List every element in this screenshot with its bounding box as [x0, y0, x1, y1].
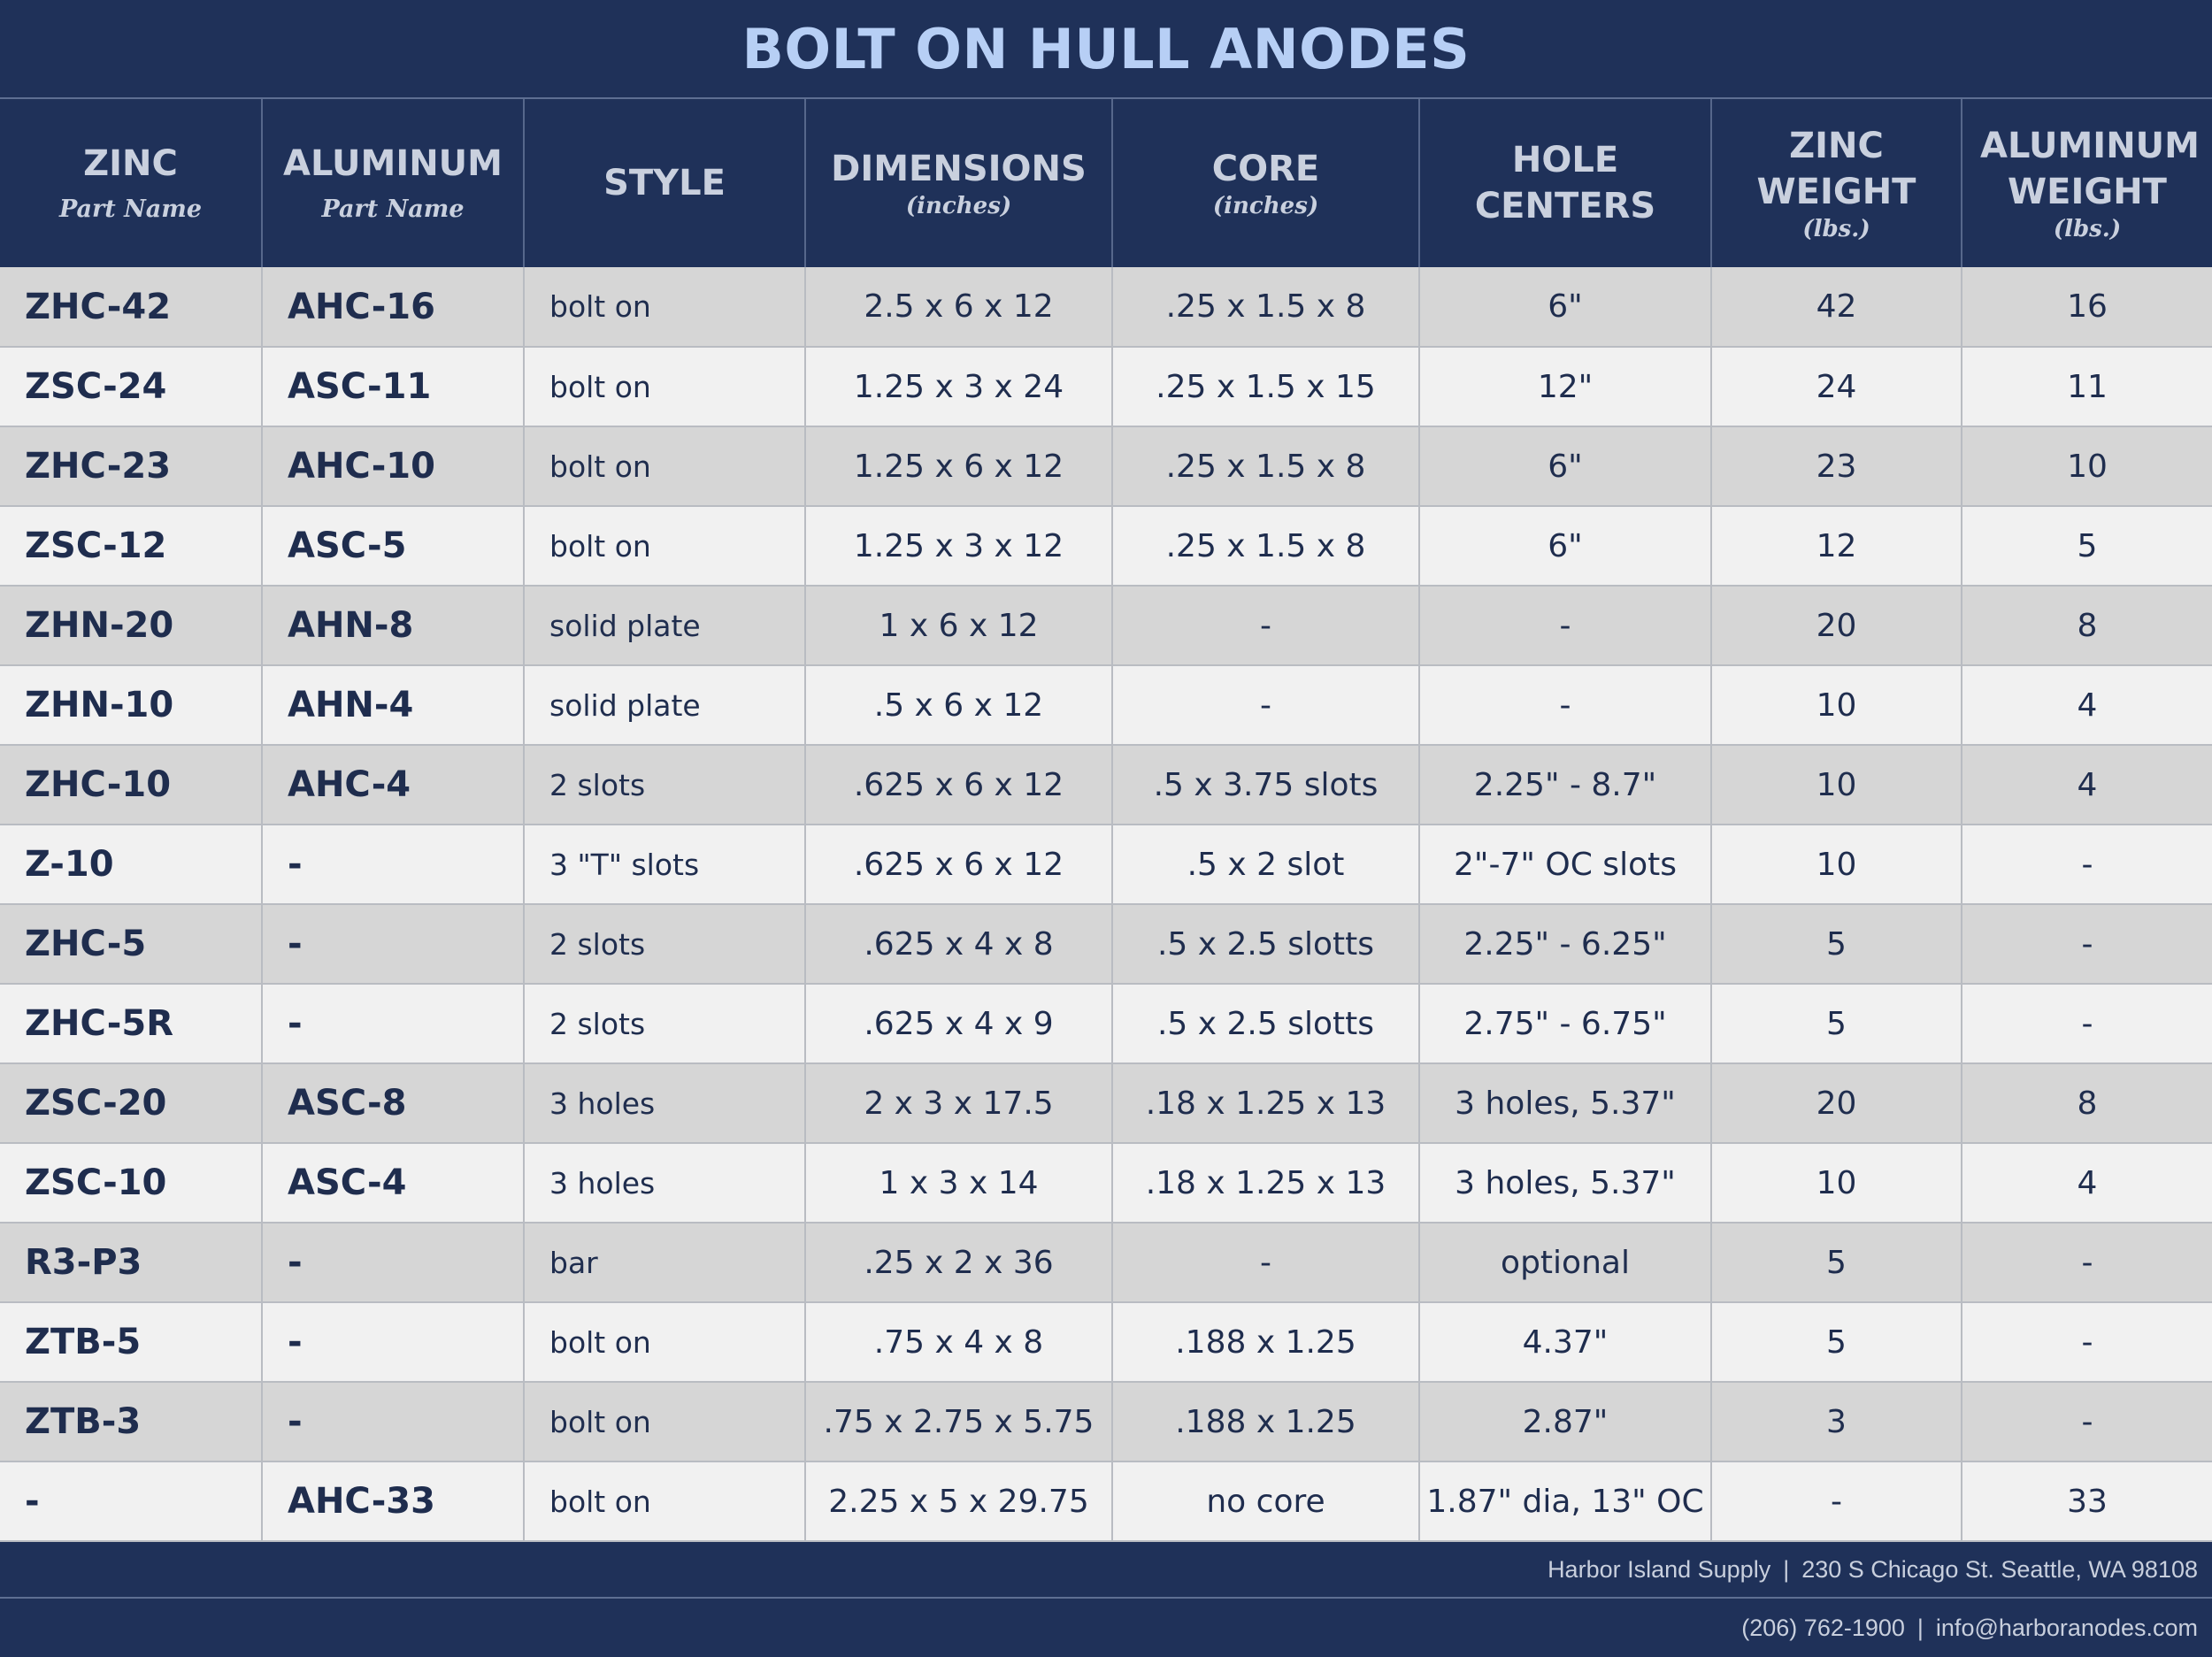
cell-aluminum-weight: 4: [1962, 665, 2212, 745]
cell-aluminum-weight: 4: [1962, 745, 2212, 825]
footer-email[interactable]: info@harboranodes.com: [1935, 1614, 2198, 1641]
cell-zinc-weight: 42: [1711, 267, 1962, 347]
col-header-hole-centers: [1419, 99, 1711, 267]
cell-aluminum-part: ASC-4: [262, 1143, 524, 1223]
cell-zinc-part: ZHC-42: [0, 267, 262, 347]
cell-core: .25 x 1.5 x 8: [1112, 506, 1419, 586]
cell-style: bolt on: [524, 267, 805, 347]
table-row: [0, 984, 2212, 1063]
cell-aluminum-weight: -: [1962, 984, 2212, 1063]
cell-dimensions: 1 x 3 x 14: [805, 1143, 1112, 1223]
cell-zinc-weight: 10: [1711, 745, 1962, 825]
col-header-label: CORE: [1211, 149, 1320, 189]
cell-core: .25 x 1.5 x 8: [1112, 426, 1419, 506]
cell-aluminum-weight: -: [1962, 825, 2212, 904]
table-row: [0, 1302, 2212, 1382]
cell-aluminum-weight: -: [1962, 1223, 2212, 1302]
cell-zinc-weight: 5: [1711, 1223, 1962, 1302]
cell-dimensions: 2.5 x 6 x 12: [805, 267, 1112, 347]
cell-style: bolt on: [524, 1461, 805, 1541]
cell-style: solid plate: [524, 586, 805, 665]
cell-core: .5 x 2.5 slotts: [1112, 904, 1419, 984]
cell-aluminum-weight: 8: [1962, 586, 2212, 665]
cell-zinc-part: ZTB-3: [0, 1382, 262, 1461]
col-header-dimensions: [805, 99, 1112, 267]
cell-core: .5 x 2.5 slotts: [1112, 984, 1419, 1063]
cell-aluminum-part: ASC-11: [262, 347, 524, 426]
cell-hole-centers: 2.75" - 6.75": [1419, 984, 1711, 1063]
col-header-zinc: [0, 99, 262, 267]
cell-zinc-part: ZHN-20: [0, 586, 262, 665]
col-header-aluminum-weight: [1962, 99, 2212, 267]
footer-address-bar: [0, 1543, 2212, 1599]
cell-core: .25 x 1.5 x 8: [1112, 267, 1419, 347]
table-row: [0, 665, 2212, 745]
col-header-unit: (inches): [1212, 193, 1319, 219]
cell-aluminum-weight: 16: [1962, 267, 2212, 347]
cell-hole-centers: -: [1419, 665, 1711, 745]
cell-hole-centers: 1.87" dia, 13" OC: [1419, 1461, 1711, 1541]
cell-aluminum-part: -: [262, 904, 524, 984]
col-header-unit: (inches): [905, 193, 1012, 219]
cell-style: 2 slots: [524, 745, 805, 825]
cell-core: no core: [1112, 1461, 1419, 1541]
cell-dimensions: .625 x 4 x 9: [805, 984, 1112, 1063]
cell-dimensions: .625 x 6 x 12: [805, 825, 1112, 904]
cell-aluminum-weight: -: [1962, 904, 2212, 984]
cell-core: -: [1112, 1223, 1419, 1302]
cell-zinc-weight: 12: [1711, 506, 1962, 586]
cell-style: 2 slots: [524, 984, 805, 1063]
col-header-label: DIMENSIONS: [831, 149, 1087, 189]
cell-dimensions: .5 x 6 x 12: [805, 665, 1112, 745]
cell-dimensions: .625 x 6 x 12: [805, 745, 1112, 825]
cell-hole-centers: 6": [1419, 267, 1711, 347]
cell-hole-centers: 2.25" - 6.25": [1419, 904, 1711, 984]
table-row: [0, 1063, 2212, 1143]
cell-zinc-weight: 20: [1711, 1063, 1962, 1143]
table-body: [0, 267, 2212, 1541]
col-header-label: ALUMINUM WEIGHT: [1980, 126, 2200, 212]
cell-zinc-weight: 10: [1711, 1143, 1962, 1223]
footer-phone: (206) 762-1900: [1741, 1614, 1905, 1641]
cell-aluminum-weight: 4: [1962, 1143, 2212, 1223]
cell-aluminum-weight: 10: [1962, 426, 2212, 506]
cell-zinc-part: -: [0, 1461, 262, 1541]
cell-hole-centers: 12": [1419, 347, 1711, 426]
cell-core: .25 x 1.5 x 15: [1112, 347, 1419, 426]
cell-core: .188 x 1.25: [1112, 1382, 1419, 1461]
footer-company: Harbor Island Supply: [1548, 1556, 1771, 1583]
cell-aluminum-part: AHC-16: [262, 267, 524, 347]
cell-zinc-part: ZHC-23: [0, 426, 262, 506]
cell-aluminum-weight: -: [1962, 1302, 2212, 1382]
cell-zinc-weight: -: [1711, 1461, 1962, 1541]
cell-aluminum-part: AHC-10: [262, 426, 524, 506]
cell-aluminum-part: ASC-5: [262, 506, 524, 586]
cell-hole-centers: 4.37": [1419, 1302, 1711, 1382]
cell-aluminum-part: -: [262, 1302, 524, 1382]
col-header-label: HOLE CENTERS: [1474, 140, 1656, 226]
cell-zinc-weight: 10: [1711, 825, 1962, 904]
cell-core: -: [1112, 586, 1419, 665]
cell-style: bar: [524, 1223, 805, 1302]
table-header-row: [0, 99, 2212, 267]
cell-dimensions: 2 x 3 x 17.5: [805, 1063, 1112, 1143]
cell-hole-centers: 2.25" - 8.7": [1419, 745, 1711, 825]
cell-aluminum-weight: 5: [1962, 506, 2212, 586]
col-header-label: ZINC WEIGHT: [1756, 126, 1916, 212]
cell-zinc-weight: 23: [1711, 426, 1962, 506]
cell-aluminum-part: -: [262, 1382, 524, 1461]
cell-core: .18 x 1.25 x 13: [1112, 1063, 1419, 1143]
cell-hole-centers: -: [1419, 586, 1711, 665]
table-row: [0, 745, 2212, 825]
cell-hole-centers: 3 holes, 5.37": [1419, 1143, 1711, 1223]
cell-aluminum-weight: 33: [1962, 1461, 2212, 1541]
col-header-label: ZINC: [83, 143, 178, 184]
cell-zinc-part: ZSC-10: [0, 1143, 262, 1223]
cell-zinc-part: ZSC-24: [0, 347, 262, 426]
table-row: [0, 1143, 2212, 1223]
cell-zinc-weight: 20: [1711, 586, 1962, 665]
table-row: [0, 1223, 2212, 1302]
cell-style: bolt on: [524, 1302, 805, 1382]
cell-dimensions: 1.25 x 6 x 12: [805, 426, 1112, 506]
cell-dimensions: 1.25 x 3 x 24: [805, 347, 1112, 426]
cell-aluminum-weight: 8: [1962, 1063, 2212, 1143]
cell-zinc-part: ZHC-5R: [0, 984, 262, 1063]
cell-zinc-part: ZSC-12: [0, 506, 262, 586]
footer-separator: |: [1916, 1614, 1924, 1641]
col-header-zinc-weight: [1711, 99, 1962, 267]
cell-style: bolt on: [524, 506, 805, 586]
col-header-style: [524, 99, 805, 267]
cell-aluminum-weight: 11: [1962, 347, 2212, 426]
anode-table: [0, 99, 2212, 1542]
col-header-sub: Part Name: [321, 196, 465, 223]
cell-aluminum-part: -: [262, 1223, 524, 1302]
cell-zinc-weight: 24: [1711, 347, 1962, 426]
col-header-unit: (lbs.): [1802, 216, 1870, 242]
cell-aluminum-part: ASC-8: [262, 1063, 524, 1143]
cell-style: 3 "T" slots: [524, 825, 805, 904]
cell-style: bolt on: [524, 1382, 805, 1461]
table-row: [0, 426, 2212, 506]
cell-dimensions: .75 x 4 x 8: [805, 1302, 1112, 1382]
cell-dimensions: .25 x 2 x 36: [805, 1223, 1112, 1302]
col-header-sub: Part Name: [58, 196, 203, 223]
page-title: BOLT ON HULL ANODES: [741, 16, 1471, 81]
cell-aluminum-part: AHC-33: [262, 1461, 524, 1541]
cell-style: 3 holes: [524, 1063, 805, 1143]
cell-zinc-weight: 5: [1711, 984, 1962, 1063]
cell-dimensions: 1 x 6 x 12: [805, 586, 1112, 665]
cell-hole-centers: 6": [1419, 506, 1711, 586]
cell-core: -: [1112, 665, 1419, 745]
table-row: [0, 347, 2212, 426]
cell-core: .5 x 3.75 slots: [1112, 745, 1419, 825]
col-header-label: STYLE: [603, 163, 726, 203]
cell-zinc-part: ZSC-20: [0, 1063, 262, 1143]
cell-core: .18 x 1.25 x 13: [1112, 1143, 1419, 1223]
table-row: [0, 1461, 2212, 1541]
cell-core: .5 x 2 slot: [1112, 825, 1419, 904]
cell-zinc-part: ZHN-10: [0, 665, 262, 745]
col-header-label: ALUMINUM: [283, 143, 503, 184]
cell-style: 3 holes: [524, 1143, 805, 1223]
cell-style: bolt on: [524, 426, 805, 506]
cell-zinc-weight: 10: [1711, 665, 1962, 745]
footer-address: 230 S Chicago St. Seattle, WA 98108: [1801, 1556, 2198, 1583]
cell-hole-centers: 3 holes, 5.37": [1419, 1063, 1711, 1143]
cell-dimensions: .625 x 4 x 8: [805, 904, 1112, 984]
table-row: [0, 904, 2212, 984]
table-row: [0, 506, 2212, 586]
cell-core: .188 x 1.25: [1112, 1302, 1419, 1382]
cell-zinc-part: ZTB-5: [0, 1302, 262, 1382]
cell-zinc-part: ZHC-5: [0, 904, 262, 984]
cell-aluminum-part: -: [262, 984, 524, 1063]
col-header-unit: (lbs.): [2053, 216, 2122, 242]
cell-dimensions: 1.25 x 3 x 12: [805, 506, 1112, 586]
table-row: [0, 267, 2212, 347]
cell-zinc-weight: 5: [1711, 1302, 1962, 1382]
cell-aluminum-part: AHN-8: [262, 586, 524, 665]
cell-zinc-part: ZHC-10: [0, 745, 262, 825]
cell-aluminum-part: AHC-4: [262, 745, 524, 825]
cell-dimensions: 2.25 x 5 x 29.75: [805, 1461, 1112, 1541]
cell-zinc-weight: 5: [1711, 904, 1962, 984]
cell-zinc-part: Z-10: [0, 825, 262, 904]
col-header-aluminum: [262, 99, 524, 267]
title-bar: [0, 0, 2212, 99]
cell-hole-centers: optional: [1419, 1223, 1711, 1302]
cell-zinc-weight: 3: [1711, 1382, 1962, 1461]
cell-hole-centers: 6": [1419, 426, 1711, 506]
cell-style: 2 slots: [524, 904, 805, 984]
footer-separator: |: [1783, 1556, 1790, 1583]
cell-zinc-part: R3-P3: [0, 1223, 262, 1302]
footer-contact-bar: [0, 1599, 2212, 1657]
table-row: [0, 825, 2212, 904]
col-header-core: [1112, 99, 1419, 267]
cell-aluminum-weight: -: [1962, 1382, 2212, 1461]
cell-hole-centers: 2.87": [1419, 1382, 1711, 1461]
cell-dimensions: .75 x 2.75 x 5.75: [805, 1382, 1112, 1461]
table-row: [0, 586, 2212, 665]
cell-aluminum-part: -: [262, 825, 524, 904]
cell-style: bolt on: [524, 347, 805, 426]
cell-aluminum-part: AHN-4: [262, 665, 524, 745]
cell-hole-centers: 2"-7" OC slots: [1419, 825, 1711, 904]
cell-style: solid plate: [524, 665, 805, 745]
table-row: [0, 1382, 2212, 1461]
